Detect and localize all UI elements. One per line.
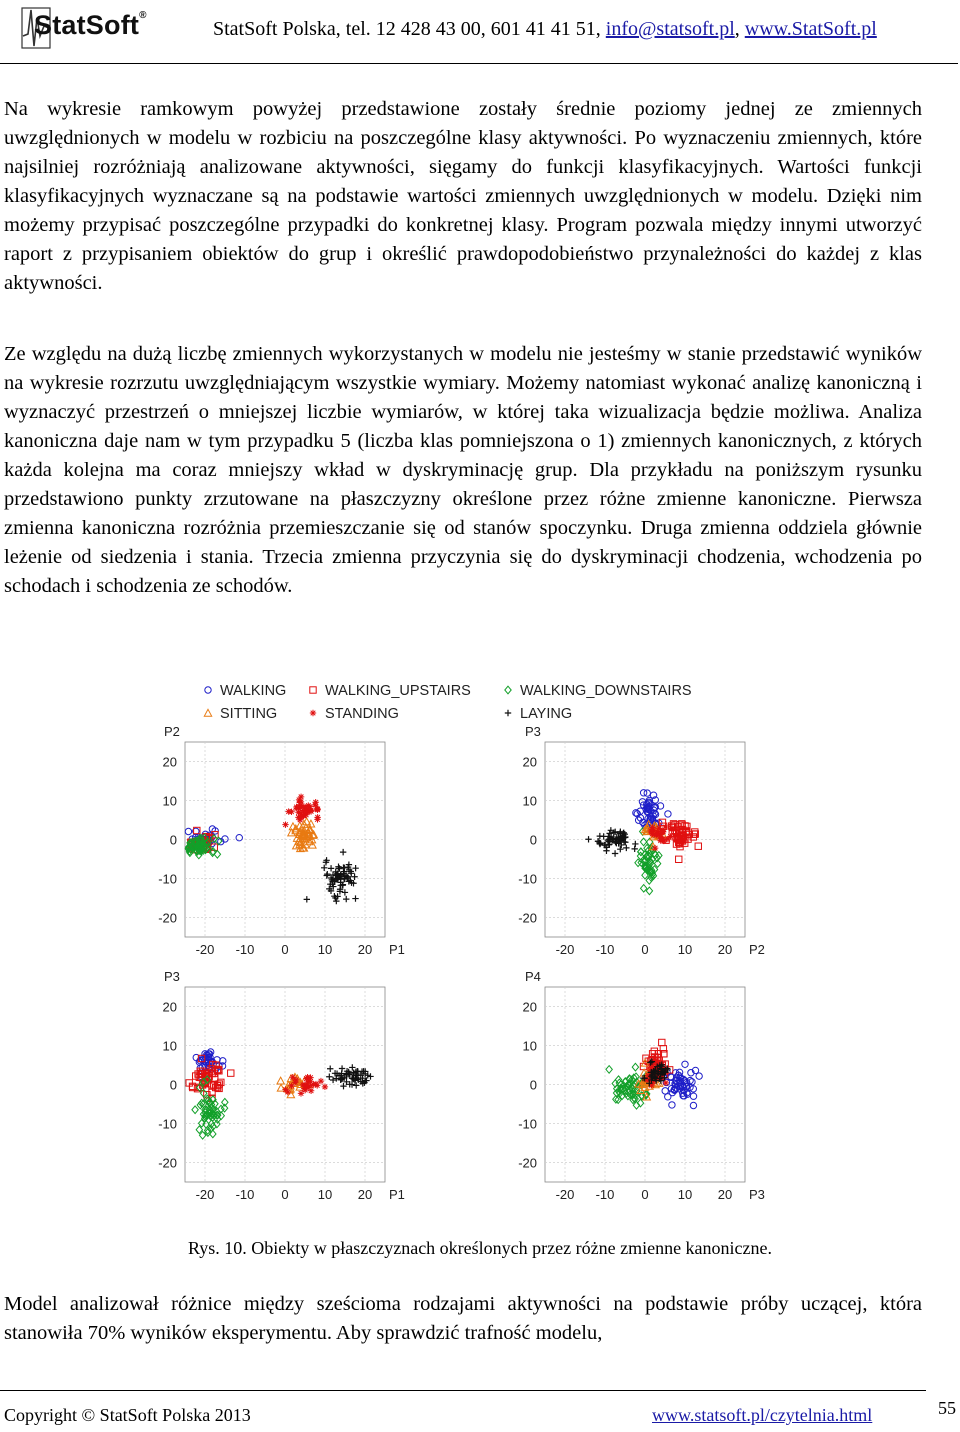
logo-wordmark: [34, 10, 147, 41]
legend-label-walking: WALKING: [220, 683, 287, 699]
x-tick-label: -20: [555, 1187, 575, 1202]
header-separator: ,: [734, 18, 745, 40]
y-tick-label: 0: [529, 832, 537, 848]
x-tick-label: -10: [235, 1187, 255, 1202]
data-point-standing: [660, 829, 666, 835]
x-tick-label: 10: [317, 1187, 333, 1202]
y-tick-label: 0: [169, 1077, 177, 1093]
x-tick-label: 20: [717, 1187, 733, 1202]
x-tick-label: 0: [281, 1187, 289, 1202]
legend-marker-laying: [505, 710, 511, 716]
data-point-standing: [308, 1088, 314, 1094]
data-point-standing: [312, 799, 318, 805]
data-point-standing: [307, 1074, 313, 1080]
body-paragraph-3: Model analizował różnice między sześcioma rodzajami aktywności na podstawie próby uczącej, która stanowiła 70% wyników eksperymentu. Aby sprawdzić trafność modelu,: [4, 1293, 922, 1344]
x-axis-label: P1: [389, 1187, 405, 1202]
data-point-standing: [313, 1081, 319, 1087]
data-point-standing: [305, 802, 311, 808]
y-tick-label: 20: [522, 754, 537, 770]
x-tick-label: 20: [717, 942, 733, 957]
scatter-panel-2: [518, 724, 765, 957]
scatter-panel-4: [518, 969, 765, 1202]
y-tick-label: -10: [158, 871, 177, 887]
x-tick-label: 0: [641, 942, 649, 957]
x-axis-label: P3: [749, 1187, 765, 1202]
data-point-standing: [322, 1084, 328, 1090]
footer-link-wrap: [652, 1405, 872, 1426]
legend-marker-sitting: [204, 709, 211, 716]
data-point-standing: [315, 806, 321, 812]
x-tick-label: 0: [281, 942, 289, 957]
legend-label-walking_downstairs: WALKING_DOWNSTAIRS: [520, 683, 692, 699]
x-tick-label: -20: [195, 1187, 215, 1202]
data-point-standing: [304, 1083, 310, 1089]
x-tick-label: 0: [641, 1187, 649, 1202]
legend-label-walking_upstairs: WALKING_UPSTAIRS: [325, 683, 471, 699]
y-tick-label: 20: [522, 999, 537, 1015]
data-point-standing: [298, 1090, 304, 1096]
y-axis-label: P2: [164, 724, 180, 739]
legend-label-standing: STANDING: [325, 706, 399, 722]
data-point-standing: [288, 1083, 294, 1089]
data-point-standing: [303, 812, 309, 818]
y-tick-label: -10: [518, 1116, 537, 1132]
data-point-standing: [295, 814, 301, 820]
x-tick-label: 10: [677, 1187, 693, 1202]
figure-caption: Rys. 10. Obiekty w płaszczyznach określonych przez różne zmienne kanoniczne.: [187, 1238, 773, 1258]
y-tick-label: 10: [162, 793, 177, 809]
x-tick-label: 20: [357, 942, 373, 957]
footer-copyright: Copyright © StatSoft Polska 2013: [4, 1405, 251, 1425]
data-point-standing: [298, 794, 304, 800]
y-tick-label: -10: [158, 1116, 177, 1132]
data-point-standing: [282, 821, 288, 827]
header-email-link[interactable]: info@statsoft.pl: [605, 18, 735, 40]
data-point-standing: [650, 830, 656, 836]
header-contact: [213, 18, 877, 41]
data-point-standing: [669, 825, 675, 831]
y-tick-label: -10: [518, 871, 537, 887]
logo-wordmark-text: StatSoft: [34, 10, 140, 40]
data-point-standing: [301, 803, 307, 809]
x-tick-label: 20: [357, 1187, 373, 1202]
y-axis-label: P4: [525, 969, 541, 984]
body-paragraph-1: Na wykresie ramkowym powyżej przedstawione zostały średnie poziomy jednej ze zmiennych uwzględnionych w modelu w rozbiciu na poszczególne klasy aktywności. Po wyznaczeniu zmiennych, które najsilniej rozróżniają analizowane aktywności, sięgamy do funkcji klasyfikacyjnych. Wartości funkcji klasyfikacyjnych wyznaczane są na podstawie wartości zmiennych uwzględnionych w modelu. Dzięki nim możemy przypisać poszczególne przypadki do konkretnej klasy. Program pozwala między innymi utworzyć raport z przypisaniem obiektów do grup i określić prawdopodobieństwo przynależności do każdej z klas aktywności.: [4, 98, 922, 294]
data-point-standing: [652, 845, 658, 851]
y-tick-label: 20: [162, 754, 177, 770]
page-header: [0, 0, 960, 64]
data-point-standing: [665, 836, 671, 842]
data-point-standing: [285, 808, 291, 814]
legend-label-sitting: SITTING: [220, 706, 278, 722]
y-tick-label: 10: [522, 793, 537, 809]
header-contact-text: StatSoft Polska, tel. 12 428 43 00, 601 41 41 51,: [213, 18, 606, 40]
legend-marker-walking: [205, 687, 211, 693]
page-number: 55: [938, 1398, 956, 1418]
y-tick-label: -20: [518, 1155, 537, 1171]
legend-marker-standing: [310, 710, 316, 716]
data-point-standing: [308, 808, 314, 814]
x-tick-label: 10: [677, 942, 693, 957]
body-paragraph-2: Ze względu na dużą liczbę zmiennych wykorzystanych w modelu nie jesteśmy w stanie przedstawić wyników na wykresie rozrzutu uwzględniającym wszystkie wymiary. Możemy natomiast wykonać analizę kanoniczną i wyznaczyć przestrzeń o mniejszej liczbie wymiarów, w której taka wizualizacja będzie możliwa. Analiza kanoniczna daje nam w tym przypadku 5 (liczba klas pomniejszona o 1) zmiennych kanonicznych, z których każda kolejna ma coraz mniejszy wkład w dyskryminację grup. Dla przykładu na poniższym rysunku przedstawiono punkty zrzutowane na płaszczyzny określone przez różne zmienne kanoniczne. Pierwsza zmienna kanoniczna rozróżnia przemieszczanie się od stanów spoczynku. Druga zmienna oddziela głównie leżenie od siedzenia i stania. Trzecia zmienna przyczynia się do dyskryminacji chodzenia, wchodzenia po schodach i schodzenia ze schodów.: [4, 343, 922, 597]
x-tick-label: -20: [195, 942, 215, 957]
y-tick-label: -20: [158, 910, 177, 926]
data-point-standing: [649, 824, 655, 830]
x-tick-label: -10: [235, 942, 255, 957]
y-tick-label: 0: [529, 1077, 537, 1093]
data-point-standing: [289, 1074, 295, 1080]
x-tick-label: 10: [317, 942, 333, 957]
data-point-standing: [282, 1086, 288, 1092]
y-tick-label: 20: [162, 999, 177, 1015]
x-axis-label: P2: [749, 942, 765, 957]
x-tick-label: -10: [595, 942, 615, 957]
x-axis-label: P1: [389, 942, 405, 957]
y-axis-label: P3: [164, 969, 180, 984]
scatter-plots-svg: [150, 672, 800, 1222]
y-axis-label: P3: [525, 724, 541, 739]
footer-divider: [0, 1390, 926, 1391]
legend-marker-walking_downstairs: [505, 686, 511, 694]
y-tick-label: -20: [518, 910, 537, 926]
header-divider: [0, 63, 958, 64]
scatter-panel-1: [158, 724, 405, 957]
x-tick-label: -10: [595, 1187, 615, 1202]
registered-mark: ®: [139, 10, 147, 21]
data-point-standing: [314, 814, 320, 820]
header-website-link[interactable]: www.StatSoft.pl: [744, 18, 877, 40]
x-tick-label: -20: [555, 942, 575, 957]
y-tick-label: 0: [169, 832, 177, 848]
footer-link[interactable]: www.statsoft.pl/czytelnia.html: [652, 1405, 873, 1425]
y-tick-label: 10: [162, 1038, 177, 1054]
scatter-panel-3: [158, 969, 405, 1202]
y-tick-label: -20: [158, 1155, 177, 1171]
legend-marker-walking_upstairs: [310, 687, 316, 693]
y-tick-label: 10: [522, 1038, 537, 1054]
legend-label-laying: LAYING: [520, 706, 573, 722]
canonical-scatter-figure: [150, 672, 800, 1222]
